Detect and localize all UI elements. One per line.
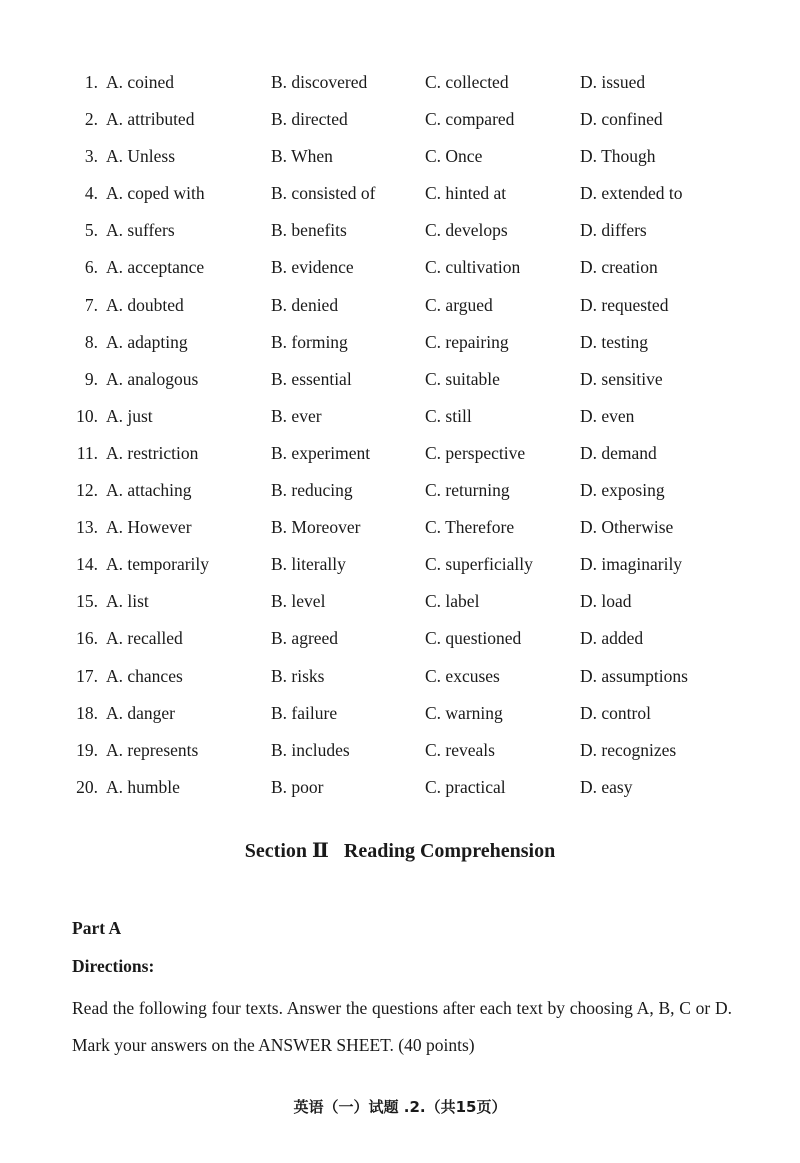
question-number: 5. xyxy=(84,220,98,241)
option-c: C. collected xyxy=(425,72,509,92)
question-number: 1. xyxy=(84,72,98,92)
option-a: A. suffers xyxy=(106,220,175,241)
option-a: A. recalled xyxy=(106,628,183,649)
question-row xyxy=(0,620,800,657)
option-d: D. sensitive xyxy=(580,368,663,389)
question-row xyxy=(0,138,800,175)
question-row xyxy=(0,398,800,435)
option-c: C. still xyxy=(425,405,472,426)
option-a: A. represents xyxy=(106,739,199,760)
question-number: 16. xyxy=(76,628,98,649)
question-number: 18. xyxy=(76,702,98,723)
option-a: A. just xyxy=(106,405,153,426)
option-c: C. compared xyxy=(425,109,515,130)
option-a: A. coped with xyxy=(106,183,205,204)
option-c: C. hinted at xyxy=(425,183,507,204)
question-number: 9. xyxy=(84,368,98,389)
option-a: A. humble xyxy=(106,776,180,797)
option-b: B. evidence xyxy=(271,257,354,278)
option-c: C. excuses xyxy=(425,665,500,686)
option-a: A. acceptance xyxy=(106,257,205,278)
option-b: B. experiment xyxy=(271,442,371,463)
option-d: D. differs xyxy=(580,220,647,241)
question-row xyxy=(0,175,800,212)
option-a: A. However xyxy=(106,517,192,538)
question-number: 11. xyxy=(76,442,98,463)
question-number: 7. xyxy=(84,294,98,315)
question-row xyxy=(0,732,800,769)
question-row xyxy=(0,769,800,806)
question-row xyxy=(0,361,800,398)
directions-text: Read the following four texts. Answer the questions after each text by choosing A, B, C or D. Mark your answers on the ANSWER SHEET. (40 points) xyxy=(72,998,732,1055)
option-a: A. doubted xyxy=(106,294,184,315)
question-number: 19. xyxy=(76,739,98,760)
option-d: D. confined xyxy=(580,109,663,130)
option-b: B. When xyxy=(271,146,333,167)
question-row xyxy=(0,64,800,101)
question-row xyxy=(0,509,800,546)
option-b: B. Moreover xyxy=(271,517,361,538)
option-b: B. failure xyxy=(271,702,338,723)
question-row xyxy=(0,435,800,472)
question-number: 14. xyxy=(76,554,98,575)
option-a: A. Unless xyxy=(106,146,176,167)
option-a: A. analogous xyxy=(106,368,199,389)
option-a: A. adapting xyxy=(106,331,188,352)
option-d: D. recognizes xyxy=(580,739,677,760)
question-row xyxy=(0,546,800,583)
question-number: 2. xyxy=(84,109,98,130)
option-d: D. testing xyxy=(580,331,649,352)
option-d: D. easy xyxy=(580,776,633,797)
option-d: D. control xyxy=(580,702,651,723)
question-number: 12. xyxy=(76,480,98,501)
option-d: D. exposing xyxy=(580,480,665,501)
option-b: B. reducing xyxy=(271,480,353,501)
option-c: C. argued xyxy=(425,294,493,315)
option-c: C. suitable xyxy=(425,368,500,389)
option-b: B. ever xyxy=(271,405,322,426)
option-b: B. poor xyxy=(271,776,324,797)
option-c: C. perspective xyxy=(425,442,526,463)
question-row xyxy=(0,212,800,249)
option-d: D. demand xyxy=(580,442,657,463)
question-number: 8. xyxy=(84,331,98,352)
question-row xyxy=(0,324,800,361)
option-a: A. attributed xyxy=(106,109,195,130)
question-number: 10. xyxy=(76,405,98,426)
option-b: B. discovered xyxy=(271,72,368,92)
question-row xyxy=(0,101,800,138)
option-b: B. risks xyxy=(271,665,325,686)
question-row xyxy=(0,658,800,695)
option-a: A. chances xyxy=(106,665,183,686)
part-title: Part A xyxy=(72,918,122,938)
question-number: 4. xyxy=(84,183,98,204)
option-d: D. extended to xyxy=(580,183,683,204)
option-d: D. Otherwise xyxy=(580,517,674,538)
option-a: A. list xyxy=(106,591,149,612)
option-b: B. agreed xyxy=(271,628,339,649)
option-b: B. level xyxy=(271,591,326,612)
question-number: 17. xyxy=(76,665,98,686)
option-a: A. danger xyxy=(106,702,176,723)
question-row xyxy=(0,583,800,620)
option-c: C. develops xyxy=(425,220,508,241)
option-b: B. benefits xyxy=(271,220,347,241)
option-c: C. cultivation xyxy=(425,257,521,278)
option-c: C. superficially xyxy=(425,554,533,575)
option-c: C. questioned xyxy=(425,628,522,649)
option-d: D. imaginarily xyxy=(580,554,683,575)
option-b: B. denied xyxy=(271,294,339,315)
option-d: D. assumptions xyxy=(580,665,688,686)
option-c: C. repairing xyxy=(425,331,509,352)
question-row xyxy=(0,472,800,509)
option-a: A. coined xyxy=(106,72,175,92)
option-d: D. Though xyxy=(580,146,656,167)
option-c: C. reveals xyxy=(425,739,495,760)
option-c: C. Therefore xyxy=(425,517,515,538)
question-options-list xyxy=(0,64,800,806)
option-b: B. directed xyxy=(271,109,348,130)
option-a: A. restriction xyxy=(106,442,199,463)
option-c: C. returning xyxy=(425,480,510,501)
question-row xyxy=(0,695,800,732)
option-d: D. requested xyxy=(580,294,669,315)
option-c: C. practical xyxy=(425,776,506,797)
question-number: 13. xyxy=(76,517,98,538)
option-b: B. forming xyxy=(271,331,348,352)
question-row xyxy=(0,287,800,324)
option-c: C. label xyxy=(425,591,480,612)
section-title: Section Ⅱ Reading Comprehension xyxy=(244,840,556,862)
option-b: B. essential xyxy=(271,368,352,389)
question-number: 6. xyxy=(84,257,98,278)
option-b: B. consisted of xyxy=(271,183,376,204)
option-d: D. even xyxy=(580,405,635,426)
option-d: D. added xyxy=(580,628,644,649)
option-a: A. attaching xyxy=(106,480,192,501)
option-d: D. load xyxy=(580,591,632,612)
option-b: B. literally xyxy=(271,554,346,575)
question-number: 15. xyxy=(76,591,98,612)
question-number: 20. xyxy=(76,776,98,797)
option-b: B. includes xyxy=(271,739,350,760)
option-d: D. creation xyxy=(580,257,658,278)
option-a: A. temporarily xyxy=(106,554,210,575)
question-number: 3. xyxy=(84,146,98,167)
page-footer: 英语（一）试题 .2.（共15页） xyxy=(293,1098,507,1116)
option-c: C. Once xyxy=(425,146,483,167)
question-row xyxy=(0,249,800,286)
option-c: C. warning xyxy=(425,702,503,723)
option-d: D. issued xyxy=(580,72,646,92)
directions-title: Directions: xyxy=(72,956,155,976)
